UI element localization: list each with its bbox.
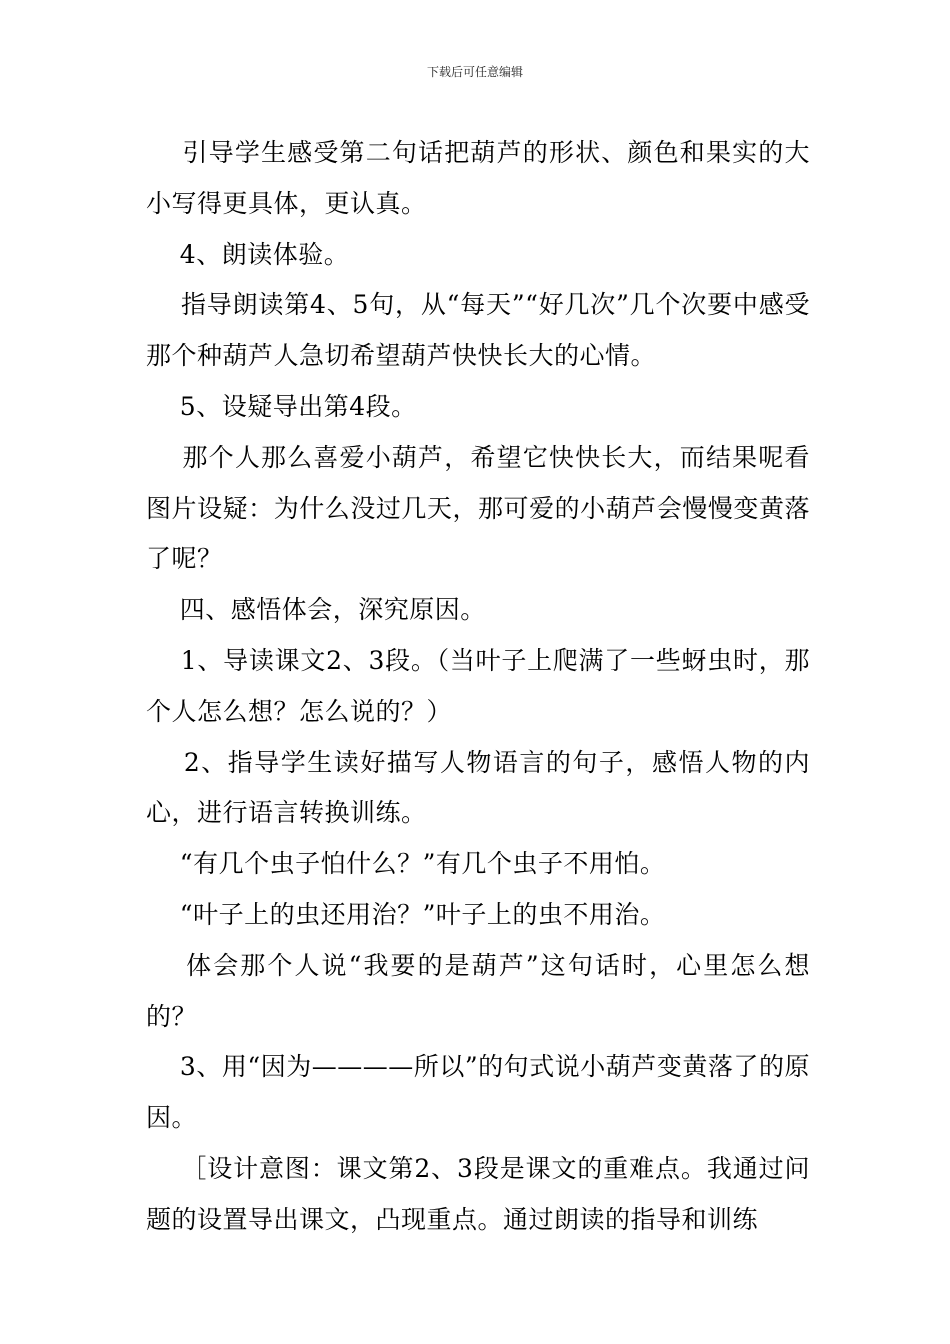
paragraph: 体会那个人说“我要的是葫芦”这句话时，心里怎么想的？ <box>146 950 810 1031</box>
paragraph: 2、指导学生读好描写人物语言的句子，感悟人物的内心，进行语言转换训练。 <box>146 747 810 828</box>
paragraph: 3、用“因为————所以”的句式说小葫芦变黄落了的原因。 <box>146 1052 810 1133</box>
paragraph: 那个人那么喜爱小葫芦，希望它快快长大，而结果呢看图片设疑：为什么没过几天，那可爱的小葫芦会慢慢变黄落了呢？ <box>146 442 810 574</box>
paragraph: ［设计意图：课文第2、3段是课文的重难点。我通过问题的设置导出课文，凸现重点。通过朗读的指导和训练 <box>146 1153 810 1234</box>
paragraph: 引导学生感受第二句话把葫芦的形状、颜色和果实的大小写得更具体，更认真。 <box>146 138 810 218</box>
paragraph: “有几个虫子怕什么？”有几个虫子不用怕。 <box>146 849 666 879</box>
paragraph: “叶子上的虫还用治？”叶子上的虫不用治。 <box>146 899 666 929</box>
paragraph: 5、设疑导出第4段。 <box>146 391 417 421</box>
paragraph: 1、导读课文2、3段。（当叶子上爬满了一些蚜虫时，那个人怎么想？怎么说的？） <box>146 645 810 726</box>
page-header: 下载后可任意编辑 <box>426 65 523 79</box>
paragraph: 指导朗读第4、5句，从“每天”“好几次”几个次要中感受那个种葫芦人急切希望葫芦快快长大的心情。 <box>146 290 810 371</box>
paragraph: 四、感悟体会，深究原因。 <box>146 595 486 625</box>
paragraph: 4、朗读体验。 <box>146 239 350 269</box>
document-body <box>146 128 810 1246</box>
